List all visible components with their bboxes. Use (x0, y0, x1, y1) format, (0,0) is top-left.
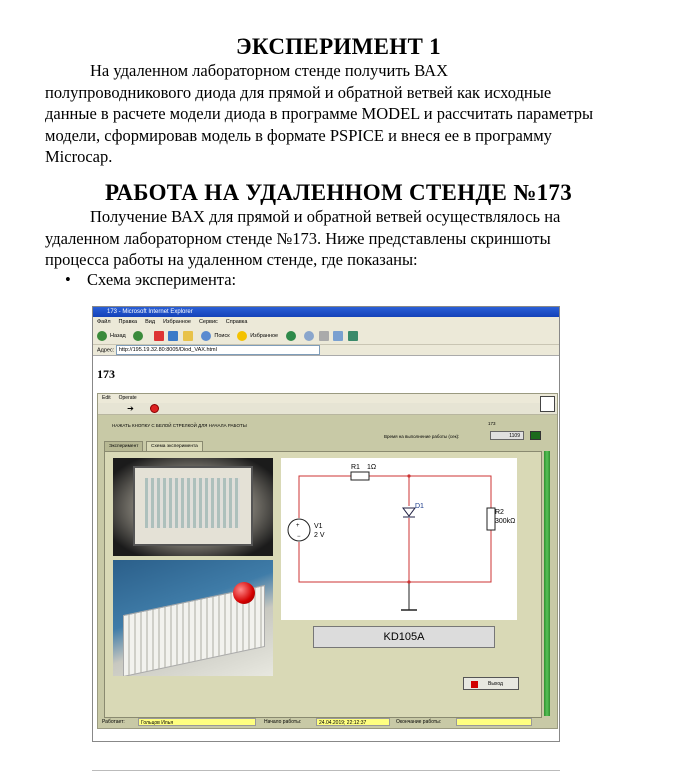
vertical-scrollbar[interactable] (544, 451, 550, 716)
stop-square-icon (471, 681, 478, 688)
refresh-icon[interactable] (168, 331, 178, 341)
run-arrow-icon[interactable]: ➔ (127, 404, 134, 413)
status-bar (98, 716, 557, 728)
stop-icon[interactable] (154, 331, 164, 341)
tab-panel (104, 451, 542, 718)
remote-text (45, 206, 645, 271)
exit-button[interactable] (463, 677, 519, 690)
resistor-r1 (351, 472, 369, 480)
labview-panel (97, 393, 558, 729)
stand-photo (113, 458, 273, 556)
circuit-schematic (281, 458, 517, 620)
next-screenshot-edge (92, 770, 560, 773)
remote-line: Получение ВАХ для прямой и обратной ветвей осуществлялось на (90, 207, 561, 226)
history-icon[interactable] (286, 331, 296, 341)
address-label: Адрес: (97, 347, 115, 354)
ie-menu-item[interactable]: Сервис (198, 319, 218, 325)
tab-experiment[interactable]: Эксперимент (104, 441, 143, 452)
remote-line: удаленном лабораторном стенде №173. Ниже представлены скриншоты (45, 228, 551, 248)
edit-icon[interactable] (333, 331, 343, 341)
ie-menu-item[interactable]: Справка (225, 319, 248, 325)
home-icon[interactable] (183, 331, 193, 341)
part-name-display: KD105A (313, 626, 495, 648)
start-label: Начало работы: (264, 719, 302, 725)
d1-name: D1 (415, 503, 424, 510)
start-field: 24.04.2019; 22:12:37 (316, 718, 390, 726)
back-label[interactable]: Назад (110, 333, 126, 339)
search-icon[interactable] (201, 331, 211, 341)
ie-menu-item[interactable]: Файл (97, 319, 111, 325)
experiment-line: модели, сформировав модель в формате PSPICE и внеся ее в программу (45, 125, 552, 145)
resistor-r2 (487, 508, 495, 530)
time-value: 1109 (490, 431, 524, 440)
lv-menu-operate[interactable]: Operate (118, 395, 137, 401)
search-label[interactable]: Поиск (214, 333, 230, 339)
lv-menu-edit[interactable]: Edit (102, 395, 111, 401)
favorites-label[interactable]: Избранное (250, 333, 279, 339)
address-input[interactable]: http://195.19.32.80:8005/Diod_VAX.html (116, 345, 320, 355)
vi-icon (540, 396, 555, 412)
time-label: Время на выполнение работы (сек): (384, 434, 460, 439)
diode-d1 (403, 508, 415, 516)
mail-icon[interactable] (304, 331, 314, 341)
lv-menu-bar (98, 394, 557, 403)
stand-number: 173 (488, 421, 496, 426)
worker-label: Работает: (102, 719, 125, 725)
messenger-icon[interactable] (348, 331, 358, 341)
ie-title-bar: 173 - Microsoft Internet Explorer (93, 307, 559, 317)
experiment-text (45, 60, 645, 168)
r1-name: R1 (351, 464, 360, 471)
experiment-line: данные в расчете модели диода в программе MODEL и рассчитать параметры (45, 104, 594, 123)
r2-value: 300kΩ (495, 518, 516, 525)
page-title: 173 (97, 367, 115, 381)
tab-schematic[interactable]: Схема эксперимента (146, 441, 203, 452)
embedded-screenshot (92, 306, 560, 742)
experiment-line: На удаленном лабораторном стенде получить ВАХ (90, 61, 448, 80)
end-field (456, 718, 532, 726)
lv-toolbar (98, 403, 557, 415)
bullet-item (65, 270, 236, 290)
r2-name: R2 (495, 509, 504, 516)
bullet-dot-icon: • (65, 270, 71, 289)
breadboard-photo (113, 560, 273, 676)
ie-menu-item[interactable]: Избранное (163, 319, 191, 325)
remote-heading: РАБОТА НА УДАЛЕННОМ СТЕНДЕ №173 (104, 180, 573, 205)
ie-toolbar (93, 327, 559, 345)
experiment-line: Microcap. (45, 147, 113, 166)
ie-menu-bar (93, 317, 559, 327)
exit-button-label: Выход (488, 681, 503, 687)
status-led (530, 431, 541, 440)
end-label: Окончание работы: (396, 719, 442, 725)
forward-icon[interactable] (133, 331, 143, 341)
ie-address-bar (93, 345, 559, 356)
experiment-line: полупроводникового диода для прямой и обратной ветвей как исходные (45, 82, 552, 102)
v1-value: 2 V (314, 532, 325, 539)
favorites-icon[interactable] (237, 331, 247, 341)
experiment-heading: ЭКСПЕРИМЕНТ 1 (236, 34, 441, 59)
abort-icon[interactable] (150, 404, 159, 413)
ie-menu-item[interactable]: Вид (145, 319, 156, 325)
instruction-text: НАЖАТЬ КНОПКУ С БЕЛОЙ СТРЕЛКОЙ ДЛЯ НАЧАЛА РАБОТЫ (112, 423, 247, 428)
r1-value: 1Ω (367, 464, 377, 471)
bullet-text: Схема эксперимента: (87, 270, 237, 289)
svg-text:+: + (296, 523, 300, 529)
worker-field: Гольцов Илья (138, 718, 256, 726)
remote-line: процесса работы на удаленном стенде, где показаны: (45, 250, 418, 269)
svg-text:−: − (297, 534, 301, 540)
ie-menu-item[interactable]: Правка (118, 319, 138, 325)
back-icon[interactable] (97, 331, 107, 341)
v1-name: V1 (314, 523, 323, 530)
print-icon[interactable] (319, 331, 329, 341)
